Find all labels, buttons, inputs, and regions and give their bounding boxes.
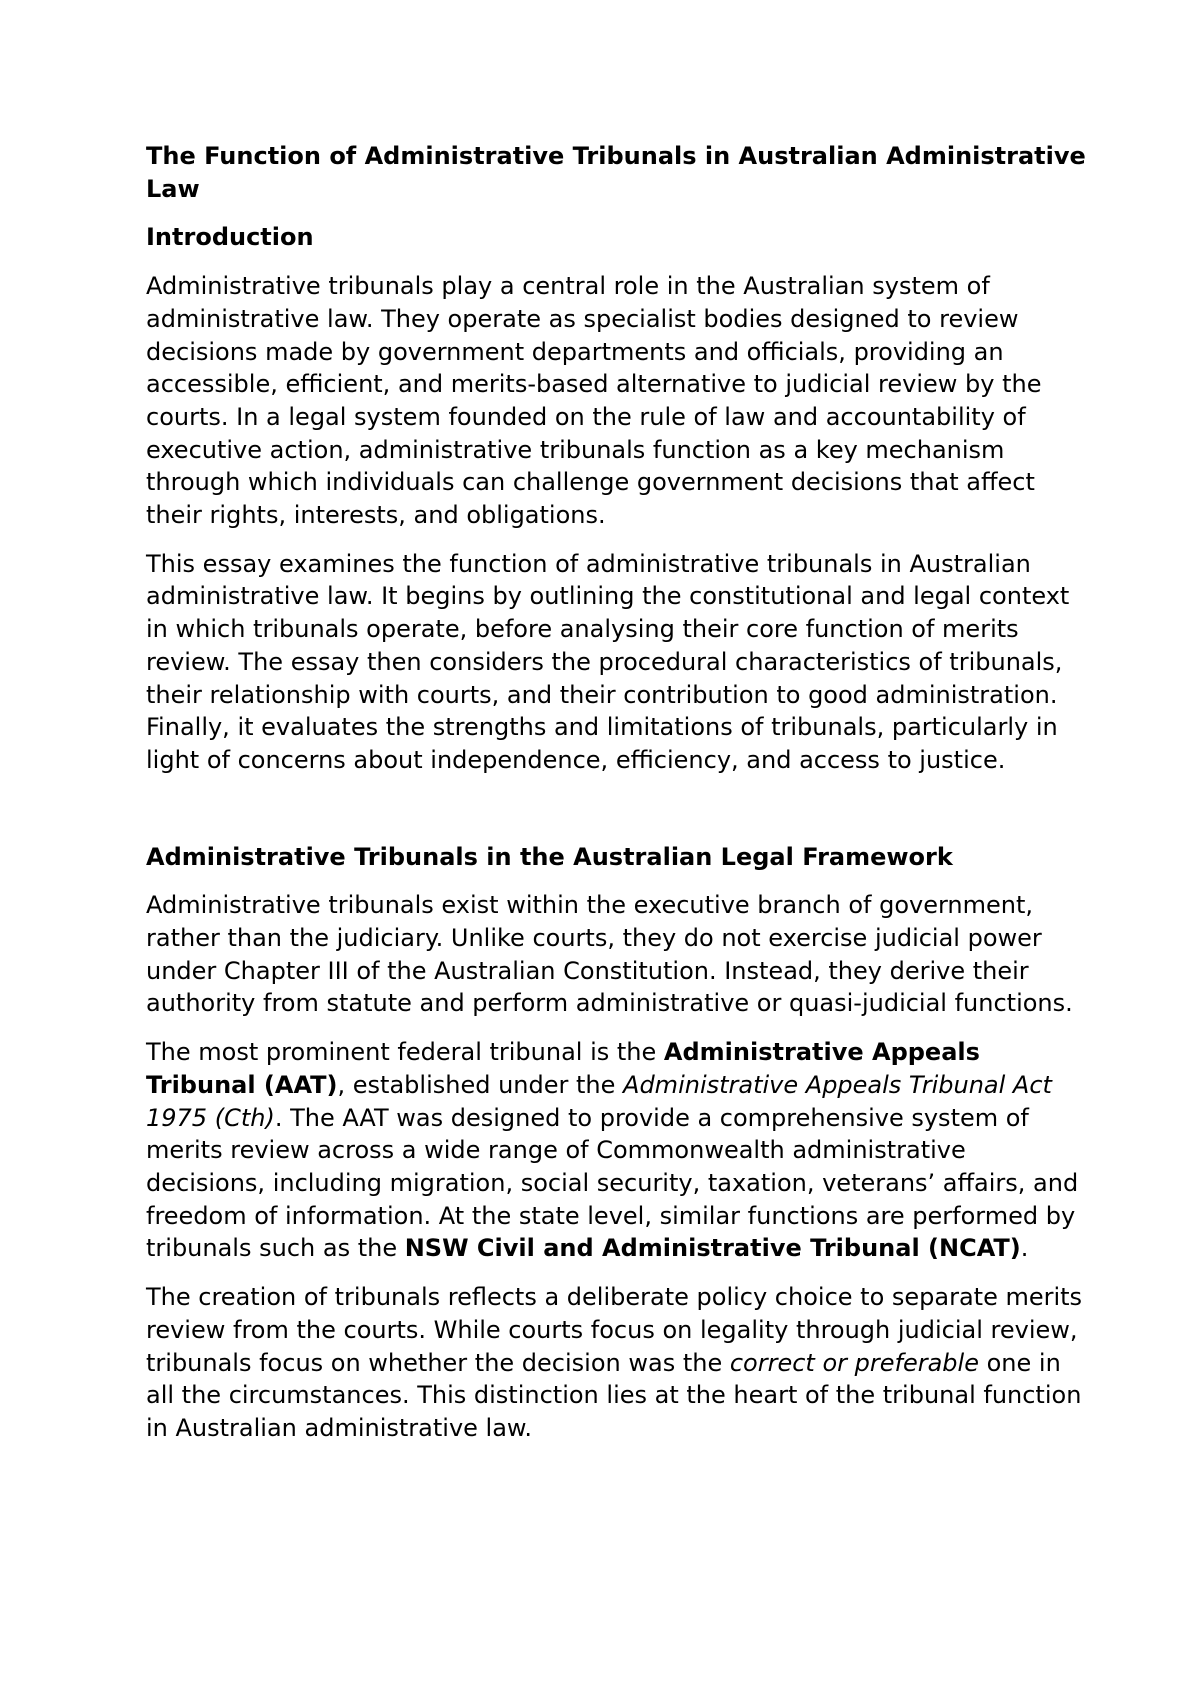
document-title: The Function of Administrative Tribunals in Australian Administrative Law bbox=[146, 142, 1086, 203]
document-page bbox=[146, 140, 1086, 1461]
section-heading-legal-framework: Administrative Tribunals in the Australian Legal Framework bbox=[146, 842, 953, 871]
aat-name: Administrative Appeals Tribunal (AAT) bbox=[146, 1038, 980, 1099]
text-run: one in all the circumstances. This distinction lies at the heart of the tribunal function in Australian administrative law. bbox=[146, 1348, 1082, 1442]
text-run: . The AAT was designed to provide a comprehensive system of merits review across a wide range of Commonwealth administrative decisions, including migration, social security, taxation, veterans’ affairs, and freedom of information. At the state level, similar functions are performed by tribunals such as the bbox=[146, 1103, 1079, 1263]
introduction-paragraph-2: This essay examines the function of administrative tribunals in Australian administrative law. It begins by outlining the constitutional and legal context in which tribunals operate, before analysing their core function of merits review. The essay then considers the procedural characteristics of tribunals, their relationship with courts, and their contribution to good administration. Finally, it evaluates the strengths and limitations of tribunals, particularly in light of concerns about independence, efficiency, and access to justice. bbox=[146, 549, 1070, 774]
framework-paragraph-1: Administrative tribunals exist within the executive branch of government, rather than the judiciary. Unlike courts, they do not exercise judicial power under Chapter III of the Australian Constitution. Instead, they derive their authority from statute and perform administrative or quasi-judicial functions. bbox=[146, 891, 1073, 1018]
framework-paragraph-2 bbox=[146, 1036, 1086, 1265]
text-run: , established under the bbox=[337, 1070, 624, 1099]
section-spacer bbox=[146, 793, 1086, 841]
text-run: The creation of tribunals reflects a deliberate policy choice to separate merits review from the courts. While courts focus on legality through judicial review, tribunals focus on whether the decision was the bbox=[146, 1283, 1083, 1377]
introduction-paragraph-1: Administrative tribunals play a central role in the Australian system of administrative law. They operate as specialist bodies designed to review decisions made by government departments and officials, providing an accessible, efficient, and merits-based alternative to judicial review by the courts. In a legal system founded on the rule of law and accountability of executive action, administrative tribunals function as a key mechanism through which individuals can challenge government decisions that affect their rights, interests, and obligations. bbox=[146, 272, 1042, 530]
ncat-name: NSW Civil and Administrative Tribunal (NCAT) bbox=[404, 1234, 1021, 1263]
section-heading-introduction: Introduction bbox=[146, 223, 314, 252]
framework-paragraph-3 bbox=[146, 1281, 1086, 1445]
aat-act-citation: Administrative Appeals Tribunal Act 1975 (Cth) bbox=[146, 1070, 1052, 1132]
text-run: . bbox=[1020, 1234, 1029, 1263]
text-run: The most prominent federal tribunal is the bbox=[146, 1038, 664, 1067]
correct-or-preferable-emphasis: correct or preferable bbox=[729, 1348, 979, 1377]
